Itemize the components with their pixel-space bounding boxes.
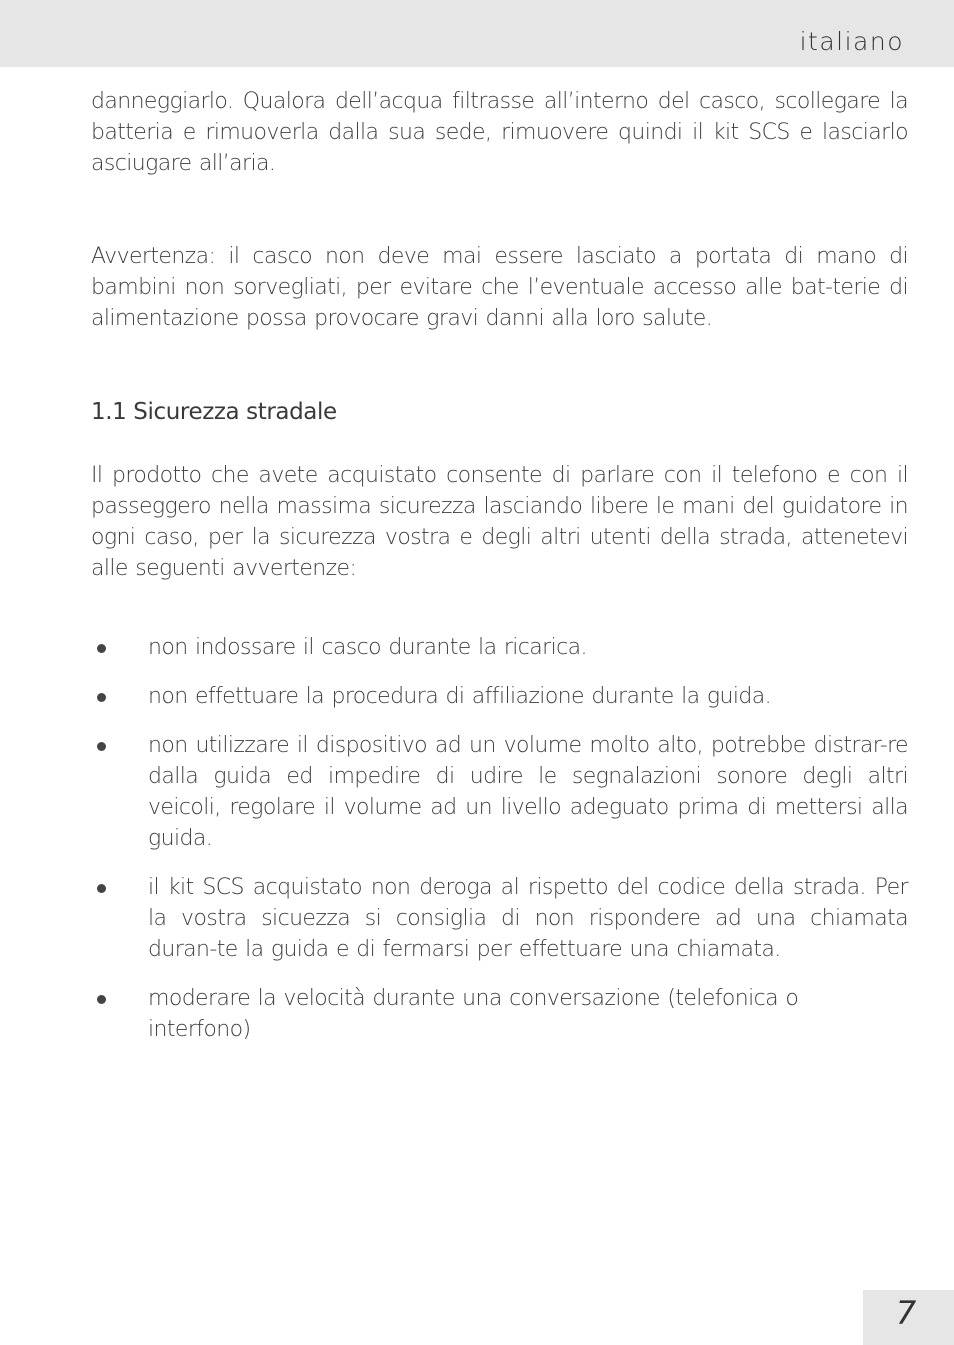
page-content [91,86,908,1063]
safety-bullet-list [91,632,908,1045]
list-item-text: non utilizzare il dispositivo ad un volume molto alto, potrebbe distrar-re dalla guida ed impedire di udire le segnalazioni sonore degli altri veicoli, regolare il volume ad un livello adeguato prima di mettersi alla guida. [148,733,908,851]
list-item-text: non indossare il casco durante la ricarica. [148,635,587,660]
bullet-icon [97,995,106,1004]
bullet-icon [97,693,106,702]
section-heading: 1.1 Sicurezza stradale [91,399,337,425]
bullet-icon [97,742,106,751]
list-item-text: il kit SCS acquistato non deroga al rispetto del codice della strada. Per la vostra sicuezza si consiglia di non rispondere ad una chiamata duran-te la guida e di fermarsi per effettuare una chiamata. [148,875,908,962]
list-item [91,632,908,663]
section-body-paragraph: Il prodotto che avete acquistato consente di parlare con il telefono e con il passeggero nella massima sicurezza lasciando libere le mani del guidatore in ogni caso, per la sicurezza vostra e degli altri utenti della strada, attenetevi alle seguenti avvertenze: [91,463,908,581]
list-item [91,983,908,1045]
list-item [91,872,908,965]
language-label: italiano [799,27,904,56]
list-item-text: moderare la velocità durante una conversazione (telefonica o interfono) [148,986,799,1042]
intro-paragraph: danneggiarlo. Qualora dell’acqua filtrasse all’interno del casco, scollegare la batteria e rimuoverla dalla sua sede, rimuovere quindi il kit SCS e lasciarlo asciugare all’aria. [91,89,908,176]
page-number: 7 [895,1294,917,1332]
list-item [91,730,908,854]
page-number-box [863,1290,954,1345]
list-item-text: non effettuare la procedura di affiliazione durante la guida. [148,684,771,709]
header-band [0,0,954,67]
bullet-icon [97,644,106,653]
bullet-icon [97,884,106,893]
warning-paragraph: Avvertenza: il casco non deve mai essere lasciato a portata di mano di bambini non sorvegliati, per evitare che l’eventuale accesso alle bat-terie di alimentazione possa provocare gravi danni alla loro salute. [91,244,908,331]
list-item [91,681,908,712]
